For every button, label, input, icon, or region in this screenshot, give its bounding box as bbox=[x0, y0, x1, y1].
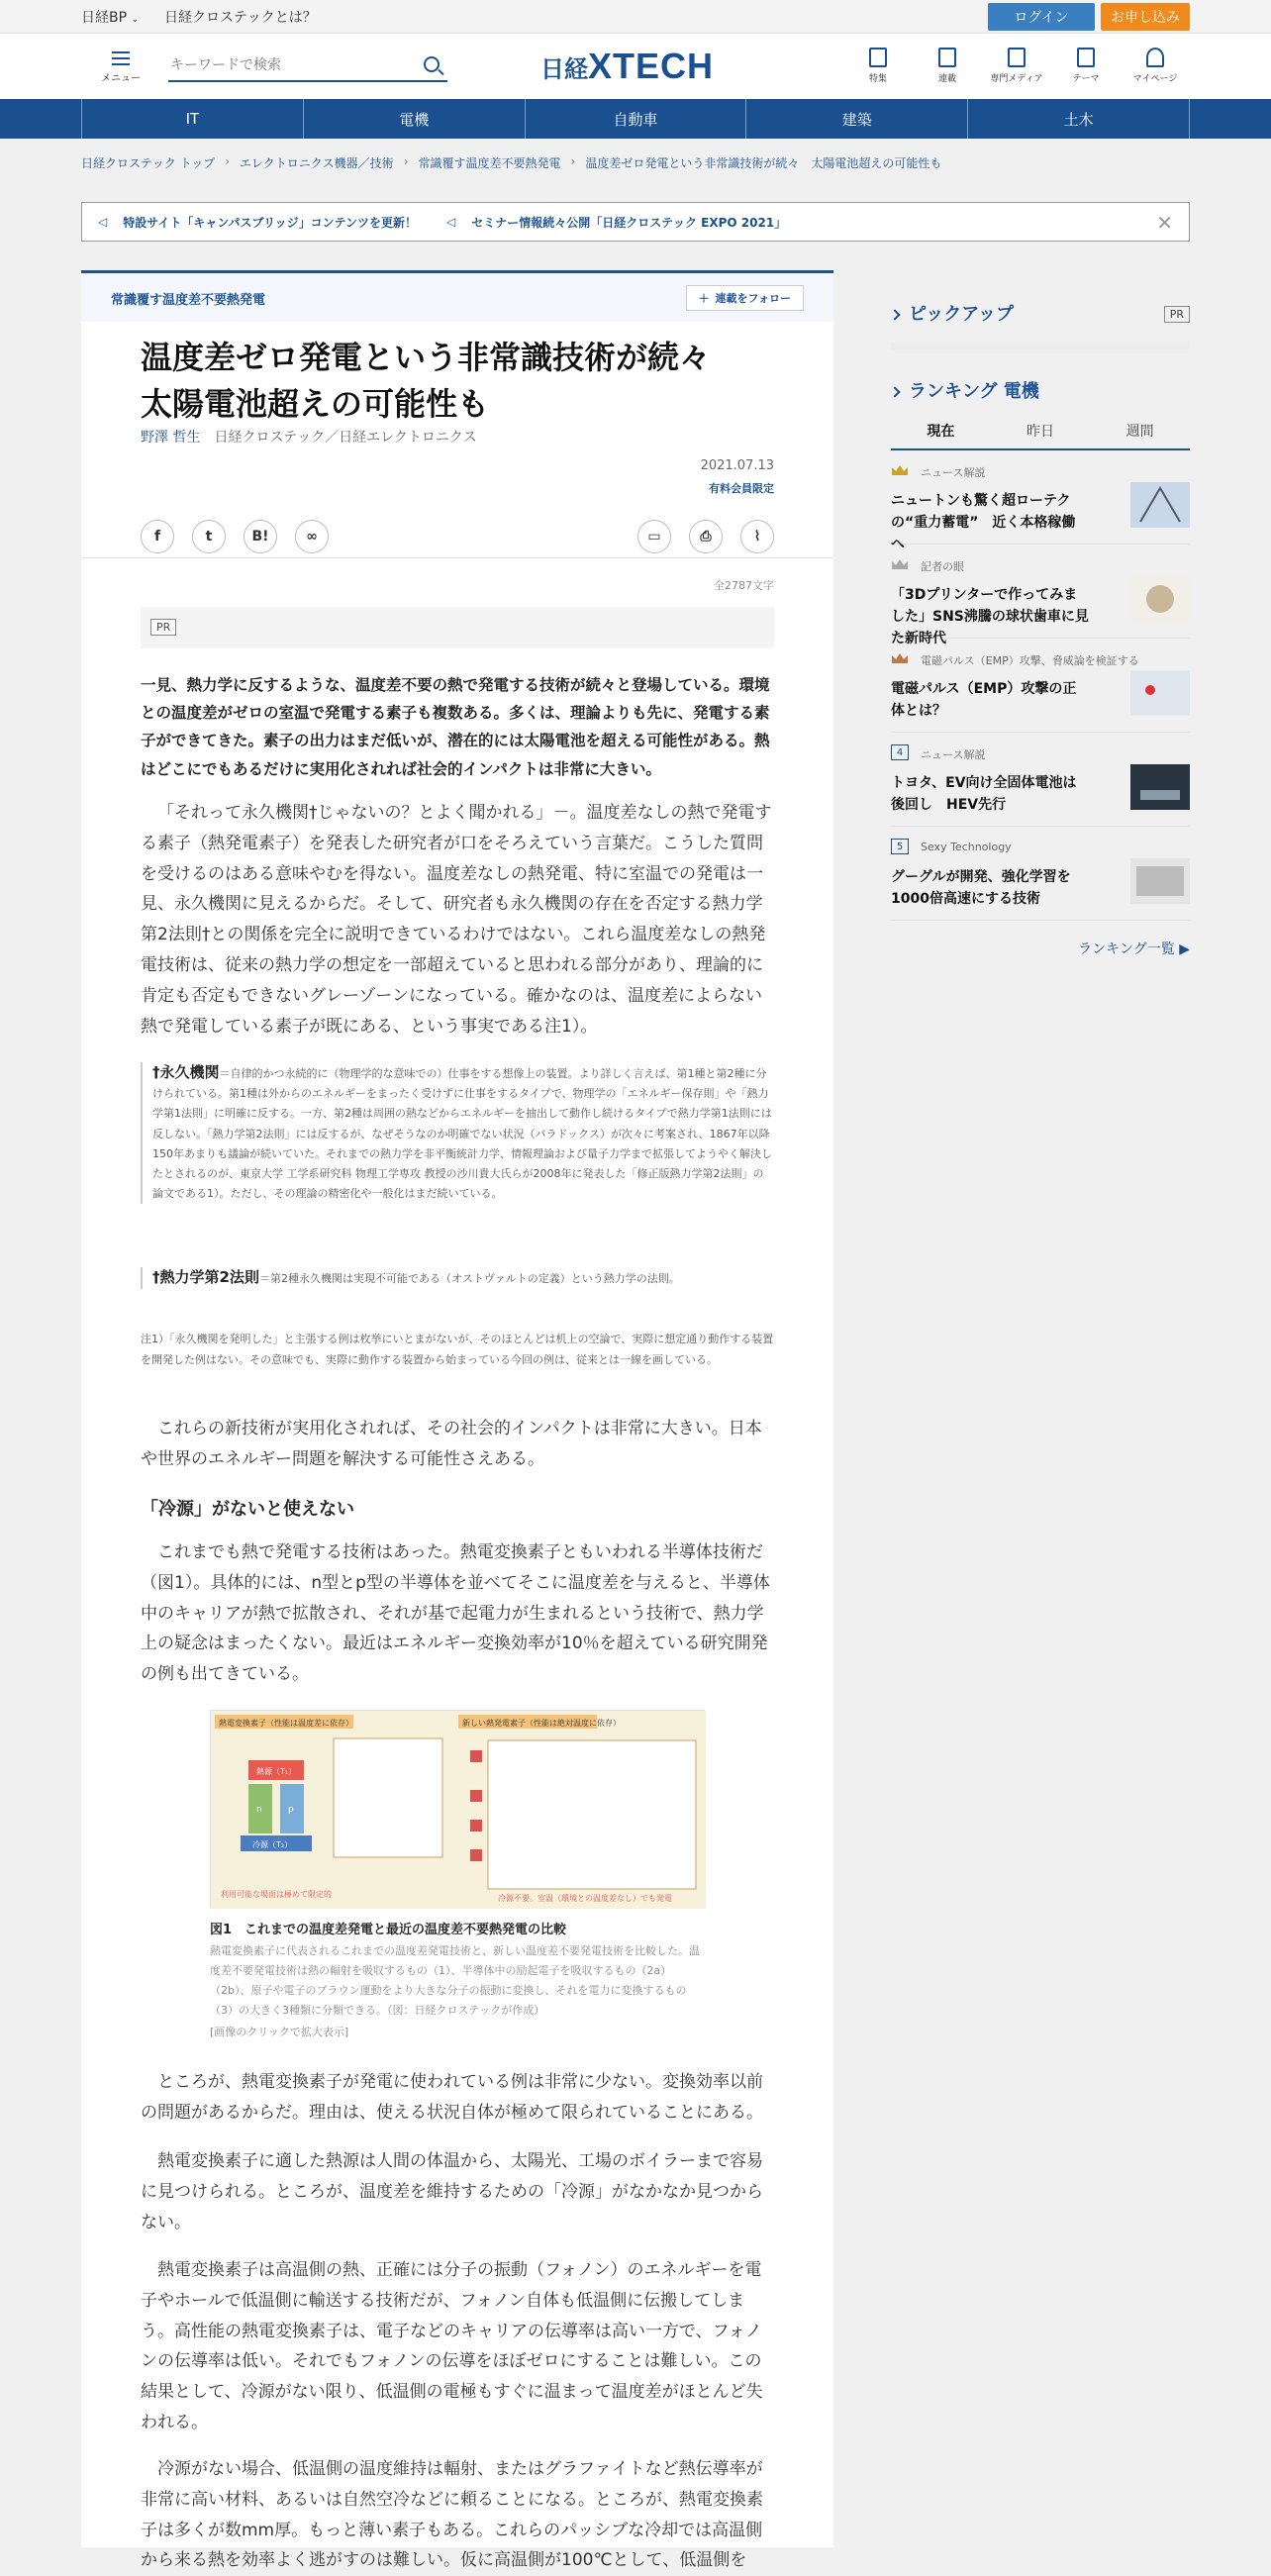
ranking-item[interactable] bbox=[891, 639, 1190, 733]
nav-electronics[interactable]: 電機 bbox=[304, 99, 526, 139]
series-header bbox=[81, 270, 833, 322]
media-icon bbox=[1008, 48, 1026, 67]
notice-link[interactable]: 特設サイト「キャンパスブリッジ」コンテンツを更新！ bbox=[123, 215, 417, 230]
figure-diagram bbox=[211, 1711, 706, 1909]
share-buttons bbox=[141, 520, 329, 553]
menu-button[interactable] bbox=[99, 48, 143, 84]
nav-it[interactable]: IT bbox=[81, 99, 304, 139]
body-paragraph: 熱電変換素子に適した熱源は人間の体温から、太陽光、工場のボイラーまで容易に見つけられる。ところが、温度差を維持するための「冷源」がなかなか見つからない。 bbox=[141, 2151, 763, 2232]
breadcrumb-item[interactable]: 常識覆す温度差不要熱発電 bbox=[418, 156, 561, 170]
nikkeibp-link[interactable] bbox=[81, 7, 139, 27]
ranking-item[interactable] bbox=[891, 545, 1190, 646]
feature-icon bbox=[869, 48, 887, 67]
breadcrumb bbox=[81, 154, 941, 171]
member-badge: 有料会員限定 bbox=[709, 482, 774, 495]
glossary-term: †永久機関 bbox=[152, 1063, 220, 1081]
ranking-thumbnail bbox=[1130, 576, 1190, 622]
facebook-icon[interactable]: f bbox=[141, 520, 174, 553]
fig-label-right: 新しい熱発電素子（性能は絶対温度に依存） bbox=[462, 1719, 621, 1728]
fig-p: p bbox=[288, 1805, 294, 1815]
breadcrumb-item[interactable]: 日経クロステック トップ bbox=[81, 156, 216, 170]
footnote: 注1）「永久機関を発明した」と主張する例は枚挙にいとまがないが、そのほとんどは机上の空論で、実際に想定通り動作する装置を開発した例はない。その意味でも、実際に動作する装置から始まっている今回の例は、従来とは一線を画している。 bbox=[141, 1333, 774, 1366]
header-theme-link[interactable] bbox=[1051, 42, 1121, 84]
logo-nikkei: 日経 bbox=[540, 54, 588, 83]
body-paragraph: 冷源がない場合、低温側の温度維持は輻射、またはグラファイトなど熱伝導率が非常に高い材料、あるいは自然空冷などに頼ることになる。ところが、熱電変換素子は多くが数mm厚。もっと薄い素子もある。これらのパッシブな冷却では高温側から来る熱を効率よく逃がすのは難しい。仮に高温側が100℃として、低温側を bbox=[141, 2459, 763, 2571]
link-icon[interactable]: ∞ bbox=[295, 520, 329, 553]
header-icon-label: 専門メディア bbox=[990, 74, 1043, 84]
ranking-thumbnail bbox=[1130, 764, 1190, 810]
header-series-link[interactable] bbox=[913, 42, 982, 84]
triangle-right-icon: ▶ bbox=[1179, 941, 1190, 957]
title-line: 太陽電池超えの可能性も bbox=[141, 385, 490, 423]
chevron-right-icon: › bbox=[403, 154, 409, 168]
search-input[interactable] bbox=[168, 50, 406, 80]
header-icon-label: 特集 bbox=[868, 74, 887, 84]
pr-tag: PR bbox=[150, 619, 176, 636]
header-icon-label: マイページ bbox=[1132, 74, 1178, 84]
ranking-category: ニュース解説 bbox=[921, 748, 986, 761]
hatena-icon[interactable]: B! bbox=[244, 520, 277, 553]
category-nav bbox=[0, 99, 1271, 139]
tab-yesterday[interactable]: 昨日 bbox=[1027, 424, 1054, 440]
glossary-term: †熱力学第2法則 bbox=[152, 1268, 259, 1286]
series-icon bbox=[938, 48, 956, 67]
tab-weekly[interactable]: 週間 bbox=[1125, 424, 1154, 440]
login-button[interactable]: ログイン bbox=[988, 3, 1095, 31]
glossary-note bbox=[141, 1062, 774, 1204]
article-tools bbox=[637, 520, 774, 553]
ranking-item[interactable] bbox=[891, 450, 1190, 552]
figure-description: 熱電変換素子に代表されるこれまでの温度差発電技術と、新しい温度差不要発電技術を比較した。温度差不要発電技術は熱の輻射を吸収するもの（1）、半導体中の励起電子を吸収するもの（2a）（2b）、原子や電子のブラウン運動をより大きな分子の振動に変換し、それを電力に変換するもの（3）の大きく3種類に分類できる。（図：日経クロステックが作成） bbox=[210, 1944, 700, 2017]
twitter-icon[interactable]: t bbox=[192, 520, 226, 553]
ranking-more-link[interactable] bbox=[891, 939, 1190, 958]
notice-bar bbox=[81, 202, 1190, 242]
logo-xtech: XTECH bbox=[588, 46, 715, 86]
article bbox=[81, 270, 833, 2571]
divider bbox=[81, 557, 833, 558]
fig-hot: 熱源（T₁） bbox=[256, 1767, 297, 1776]
ranking-tabs bbox=[891, 421, 1190, 450]
nav-automotive[interactable]: 自動車 bbox=[526, 99, 747, 139]
chevron-right-icon bbox=[889, 309, 900, 320]
ranking-title: 電磁パルス（EMP）攻撃の正体とは？ bbox=[891, 681, 1077, 719]
header-icon-label: テーマ bbox=[1072, 74, 1100, 84]
fig-bottom-right: 冷源不要。室温（環境との温度差なし）でも発電 bbox=[498, 1894, 672, 1903]
word-count: 全2787文字 bbox=[714, 579, 774, 592]
fig-label-left: 熱電変換素子（性能は温度差に依存） bbox=[219, 1719, 353, 1728]
top-bar bbox=[0, 0, 1271, 34]
author-link[interactable]: 野澤 哲生 bbox=[141, 430, 201, 446]
pickup-heading bbox=[891, 300, 1190, 326]
pr-box bbox=[141, 607, 774, 648]
about-link[interactable]: 日経クロステックとは？ bbox=[164, 10, 317, 26]
glossary-note bbox=[141, 1267, 774, 1289]
ranking-category: Sexy Technology bbox=[921, 841, 1012, 853]
ranking-thumbnail bbox=[1130, 670, 1190, 716]
tab-now[interactable]: 現在 bbox=[927, 424, 955, 440]
byline bbox=[141, 427, 477, 446]
ranking-item[interactable] bbox=[891, 733, 1190, 827]
fig-bottom-left: 利用可能な場面は極めて限定的 bbox=[221, 1890, 332, 1899]
nav-civil[interactable]: 土木 bbox=[968, 99, 1190, 139]
follow-label: 連載をフォロー bbox=[715, 292, 791, 305]
crown-gold-icon bbox=[891, 464, 909, 476]
ranking-thumbnail bbox=[1130, 482, 1190, 528]
pickup-placeholder bbox=[891, 342, 1190, 349]
body-paragraph: 「それって永久機関†じゃないの？とよく聞かれる」－。温度差なしの熱で発電する素子（熱発電素子）を発表した研究者が口をそろえていう言葉だ。こうした質問を受けるのはある意味やむを得ない。温度差なしの熱発電、特に室温での発電は一見、永久機関に見えるからだ。そして、研究者も永久機関の存在を否定する熱力学第2法則†との関係を完全に説明できているわけではない。これら温度差なしの熱発電技術は、従来の熱力学の想定を一部超えていると思われる部分があり、理論的に肯定も否定もできないグレーゾーンになっている。確かなのは、温度差によらない熱で発電している素子が既にある、という事実である注1）。 bbox=[141, 803, 772, 1037]
ranking-category: ニュース解説 bbox=[921, 466, 986, 479]
clip-icon[interactable]: ⌇ bbox=[740, 520, 774, 553]
ranking-category: 記者の眼 bbox=[921, 560, 964, 573]
header-media-link[interactable] bbox=[982, 42, 1051, 84]
chevron-right-icon bbox=[889, 386, 900, 397]
ranking-title: ニュートンも驚く超ローテクの“重力蓄電” 近く本格稼働へ bbox=[891, 493, 1076, 552]
crown-silver-icon bbox=[891, 558, 909, 570]
figure-title: 図1 これまでの温度差発電と最近の温度差不要熱発電の比較 bbox=[210, 1923, 567, 1937]
nikkeibp-label: 日経BP bbox=[81, 10, 128, 26]
search-icon[interactable] bbox=[424, 56, 440, 72]
ranking-title: グーグルが開発、強化学習を1000倍高速にする技術 bbox=[891, 869, 1071, 907]
section-heading: 「冷源」がないと使えない bbox=[141, 1499, 354, 1520]
rank-number: 4 bbox=[891, 744, 909, 760]
user-icon bbox=[1146, 48, 1164, 67]
ranking-thumbnail bbox=[1130, 858, 1190, 904]
ranking-item[interactable] bbox=[891, 827, 1190, 921]
figure-caption bbox=[210, 1919, 705, 2042]
header-feature-link[interactable] bbox=[843, 42, 913, 84]
body-paragraph: 熱電変換素子は高温側の熱、正確には分子の振動（フォノン）のエネルギーを電子やホールで低温側に輸送する技術だが、フォノン自体も低温側に伝搬してしまう。高性能の熱電変換素子は、電子などのキャリアの伝導率は高い一方で、フォノンの伝導率は低い。それでもフォノンの伝導をほぼゼロにすることは難しい。この結果として、冷源がない限り、低温側の電極もすぐに温まって温度差がほとんど失われる。 bbox=[141, 2260, 763, 2432]
ranking-label: ランキング 電機 bbox=[909, 381, 1039, 402]
breadcrumb-item[interactable]: 温度差ゼロ発電という非常識技術が続々 太陽電池超えの可能性も bbox=[585, 156, 942, 170]
fig-n: n bbox=[256, 1805, 262, 1815]
body-paragraph: これまでも熱で発電する技術はあった。熱電変換素子ともいわれる半導体技術だ（図1）。具体的には、n型とp型の半導体を並べてそこに温度差を与えると、半導体中のキャリアが熱で拡散され、それが基で起電力が生まれるという技術で、熱力学上の疑念はまったくない。最近はエネルギー変換効率が10％を超えている研究開発の例も出てきている。 bbox=[141, 1542, 770, 1685]
figure-image[interactable] bbox=[210, 1710, 705, 1908]
figure-enlarge-link[interactable]: [画像のクリックで拡大表示] bbox=[210, 2026, 349, 2038]
search-box bbox=[168, 50, 447, 82]
ranking-category: 電磁パルス（EMP）攻撃、脅威論を検証する bbox=[921, 654, 1139, 667]
menu-label: メニュー bbox=[101, 73, 141, 84]
theme-icon bbox=[1077, 48, 1095, 67]
signup-button[interactable]: お申し込み bbox=[1101, 3, 1190, 31]
notice-link[interactable]: セミナー情報続々公開「日経クロステック EXPO 2021」 bbox=[471, 215, 787, 230]
print-icon[interactable]: ⎙ bbox=[689, 520, 723, 553]
ranking-title: トヨタ、EV向け全固体電池は後回し HEV先行 bbox=[891, 775, 1077, 813]
more-label: ランキング一覧 bbox=[1078, 941, 1175, 957]
page-title bbox=[141, 335, 711, 428]
sidebar bbox=[891, 270, 1190, 958]
rank-number: 5 bbox=[891, 839, 909, 854]
chevron-right-icon: › bbox=[570, 154, 576, 168]
chevron-down-icon: ⌄ bbox=[131, 15, 140, 25]
ranking-title: 「3Dプリンターで作ってみました」SNS沸騰の球状歯車に見た新時代 bbox=[891, 587, 1089, 646]
comment-icon[interactable]: ▭ bbox=[637, 520, 671, 553]
series-name[interactable]: 常識覆す温度差不要熱発電 bbox=[111, 293, 266, 308]
follow-button[interactable] bbox=[686, 285, 804, 311]
plus-icon: ＋ bbox=[698, 292, 710, 305]
publish-date: 2021.07.13 bbox=[700, 458, 774, 473]
pr-tag: PR bbox=[1164, 306, 1190, 323]
breadcrumb-item[interactable]: エレクトロニクス機器／技術 bbox=[240, 156, 394, 170]
body-paragraph: これらの新技術が実用化されれば、その社会的インパクトは非常に大きい。日本や世界のエネルギー問題を解決する可能性さえある。 bbox=[141, 1419, 762, 1469]
hamburger-icon bbox=[112, 51, 130, 65]
header-icon-label: 連載 bbox=[937, 74, 956, 84]
megaphone-icon: ◁ bbox=[98, 215, 108, 229]
glossary-text: ＝第2種永久機関は実現不可能である（オストヴァルトの定義）という熱力学の法則。 bbox=[258, 1272, 680, 1285]
glossary-text: ＝自律的かつ永続的に（物理学的な意味での）仕事をする想像上の装置。より詳しく言えば、第1種と第2種に分けられている。第1種は外からのエネルギーをまったく受けずに仕事をするタイプで、物理学の「エネルギー保存則」や「熱力学第1法則」に明確に反する。一方、第2種は周囲の熱などからエネルギーを抽出して動作し続けるタイプで熱力学第1法則には反しない。「熱力学第2法則」には反するが、なぜそうなのか明確でない状況（パラドックス）が次々に考案され、1867年以降150年あまりも議論が続いていた。それまでの熱力学を非平衡統計力学、情報理論および量子力学まで拡張してようやく解決したとされるのが、東京大学 工学系研究科 物理工学専攻 教授の沙川貴大氏らが2008年に発表した「修正版熱力学第2法則」の論文である1）。ただし、その理論の精密化や一般化はまだ続いている。 bbox=[152, 1067, 772, 1201]
header-mypage-link[interactable] bbox=[1121, 42, 1190, 84]
ranking-heading bbox=[891, 377, 1190, 403]
crown-bronze-icon bbox=[891, 652, 909, 664]
site-header bbox=[0, 34, 1271, 99]
author-affiliation: 日経クロステック／日経エレクトロニクス bbox=[214, 430, 477, 446]
chevron-right-icon: › bbox=[225, 154, 231, 168]
nav-architecture[interactable]: 建築 bbox=[746, 99, 968, 139]
body-paragraph: ところが、熱電変換素子が発電に使われている例は非常に少ない。変換効率以前の問題があるからだ。理由は、使える状況自体が極めて限られていることにある。 bbox=[141, 2072, 763, 2123]
site-logo[interactable] bbox=[540, 46, 714, 87]
close-icon[interactable]: ✕ bbox=[1156, 211, 1173, 235]
megaphone-icon: ◁ bbox=[446, 215, 456, 229]
pickup-label: ピックアップ bbox=[909, 304, 1015, 325]
fig-cold: 冷源（T₂） bbox=[252, 1840, 293, 1849]
title-line: 温度差ゼロ発電という非常識技術が続々 bbox=[141, 339, 712, 376]
lead-paragraph: 一見、熱力学に反するような、温度差不要の熱で発電する技術が続々と登場している。環境との温度差がゼロの室温で発電する素子も複数ある。多くは、理論よりも先に、発電する素子ができてきた。素子の出力はまだ低いが、潜在的には太陽電池を超える可能性がある。熱はどこにでもあるだけに実用化されれば社会的インパクトは非常に大きい。 bbox=[141, 676, 770, 778]
